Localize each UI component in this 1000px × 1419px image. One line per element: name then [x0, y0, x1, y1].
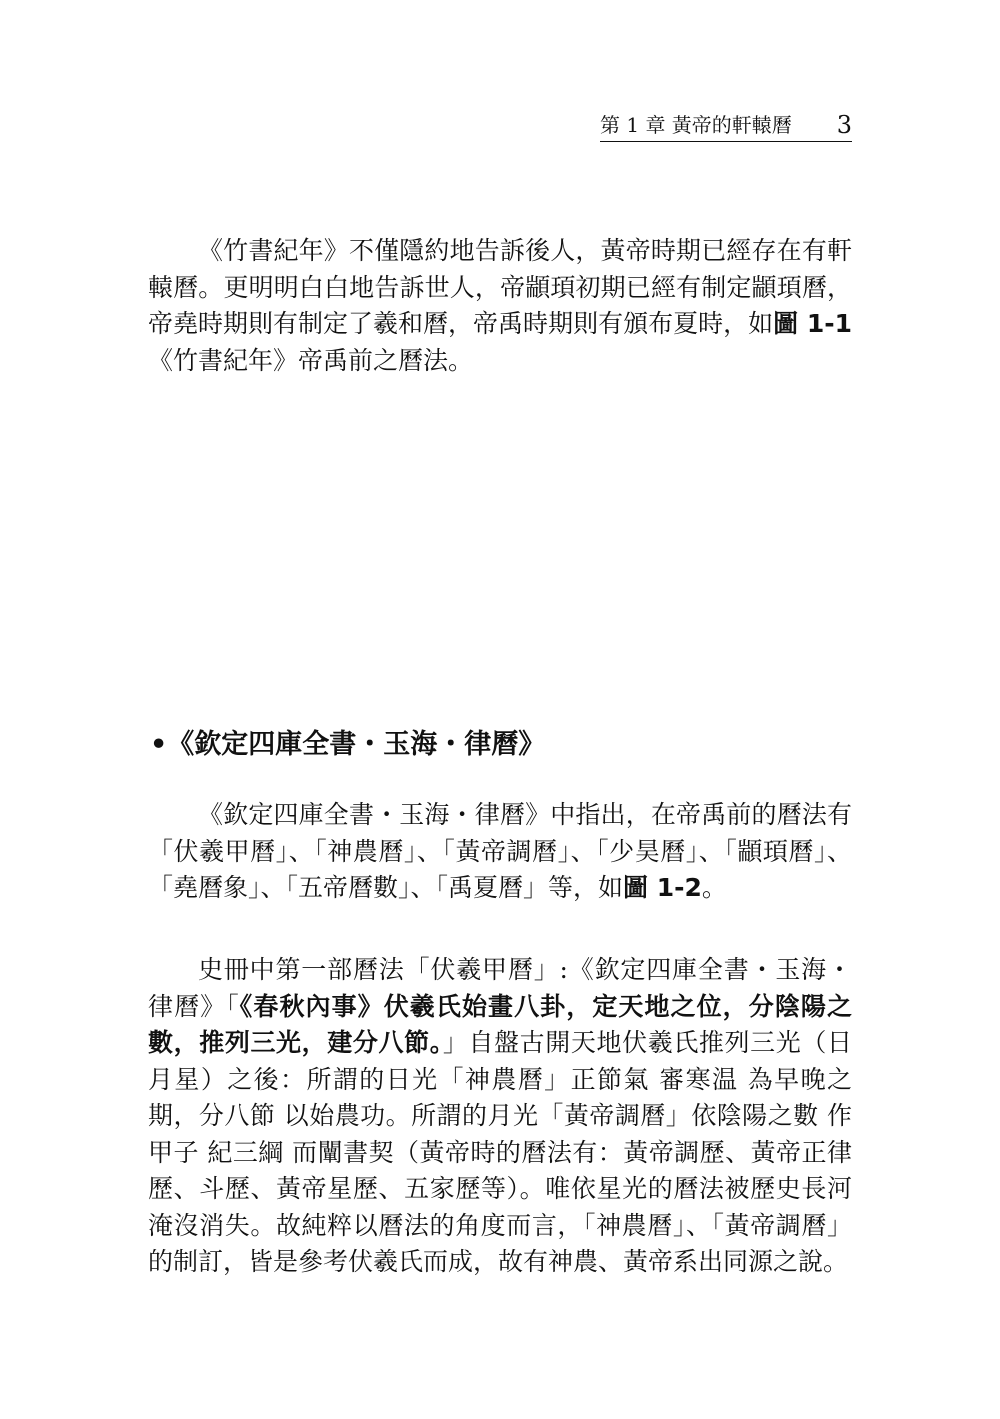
paragraph-1 — [148, 233, 852, 379]
paragraph-3-text-after: 」自盤古開天地伏羲氏推列三光（日月星）之後：所謂的日光「神農曆」正節氣 審寒温 為早晚之期，分八節 以始農功。所謂的月光「黃帝調曆」依陰陽之數 作甲子 紀三綱 而闡書契（黃帝時的曆法有：黃帝調歷、黃帝正律歷、斗歷、黃帝星歷、五家歷等）。唯依星光的曆法被歷史長河淹沒消失。故純粹以曆法的角度而言，「神農曆」、「黃帝調曆」的制訂，皆是參考伏羲氏而成，故有神農、黃帝系出同源之說。 — [148, 1028, 852, 1276]
running-header — [600, 112, 852, 142]
paragraph-3-text-before: 史冊中第一部曆法「伏羲甲曆」:《欽定四庫全書・玉海・律曆》「 — [148, 955, 852, 1021]
figure-reference-1-1: 圖 1-1 — [773, 309, 852, 338]
section-heading: •《欽定四庫全書・玉海・律曆》 — [150, 729, 546, 760]
paragraph-1-text: 《竹書紀年》不僅隱約地告訴後人，黃帝時期已經存在有軒轅曆。更明明白白地告訴世人，帝顓頊初期已經有制定顓頊曆，帝堯時期則有制定了羲和曆，帝禹時期則有頒布夏時，如 — [148, 236, 852, 338]
paragraph-2-text: 《欽定四庫全書・玉海・律曆》中指出，在帝禹前的曆法有「伏羲甲曆」、「神農曆」、「黃帝調曆」、「少昊曆」、「顓頊曆」、「堯曆象」、「五帝曆數」、「禹夏曆」等，如 — [148, 800, 852, 902]
paragraph-2-text-after: 。 — [701, 873, 727, 902]
paragraph-2 — [148, 797, 852, 907]
figure-reference-1-2: 圖 1-2 — [623, 873, 702, 902]
chapter-title: 第 1 章 黃帝的軒轅曆 — [600, 113, 792, 137]
paragraph-1-text-after: 《竹書紀年》帝禹前之曆法。 — [148, 345, 474, 375]
page-number: 3 — [836, 111, 852, 139]
paragraph-3 — [148, 952, 852, 1281]
paragraph-3-quote: 《春秋內事》伏羲氏始畫八卦，定天地之位，分陰陽之數，推列三光，建分八節。 — [148, 991, 852, 1057]
